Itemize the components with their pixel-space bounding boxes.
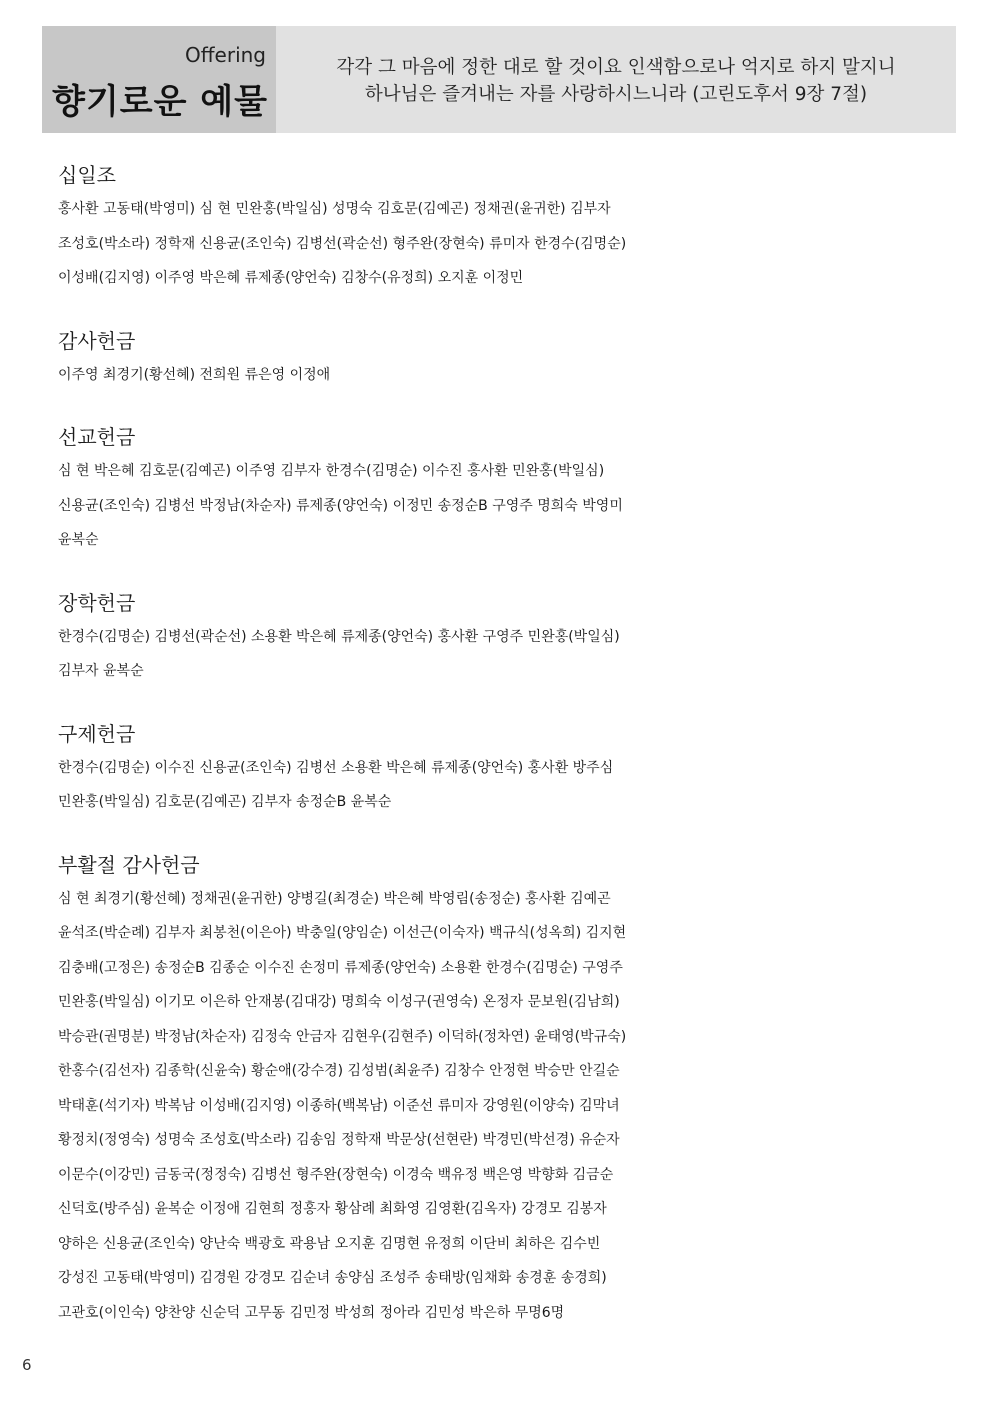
offering-header	[42, 26, 956, 133]
name-line: 이주영 최경기(황선혜) 전희원 류은영 이정애	[58, 366, 331, 383]
section-title: 십일조	[58, 163, 116, 187]
name-line: 윤석조(박순례) 김부자 최봉천(이은아) 박충일(양임순) 이선근(이숙자) 백규식(성옥희) 김지현	[58, 925, 627, 941]
section-mission	[58, 420, 958, 558]
bible-verse-line-1: 각각 그 마음에 정한 대로 할 것이요 인색함으로나 억지로 하지 말지니	[336, 56, 896, 78]
name-line: 한경수(김명순) 이수진 신용균(조인숙) 김병선 소용환 박은혜 류제종(양언숙) 홍사환 방주심	[58, 759, 614, 776]
header-title-ko: 향기로운 예물	[52, 82, 268, 122]
name-line: 한경수(김명순) 김병선(곽순선) 소용환 박은혜 류제종(양언숙) 홍사환 구영주 민완홍(박일심)	[58, 628, 620, 645]
name-line: 조성호(박소라) 정학재 신용균(조인숙) 김병선(곽순선) 형주완(장현숙) 류미자 한경수(김명순)	[58, 235, 627, 252]
name-line: 이문수(이강민) 금동국(정정숙) 김병선 형주완(장현숙) 이경숙 백유정 백은영 박향화 김금순	[58, 1166, 614, 1183]
header-title-box	[42, 26, 276, 133]
name-line: 양하은 신용균(조인숙) 양난숙 백광호 곽용남 오지훈 김명현 유정희 이단비 최하은 김수빈	[58, 1235, 601, 1252]
name-line: 홍사환 고동태(박영미) 심 현 민완홍(박일심) 성명숙 김호문(김예곤) 정채권(윤귀한) 김부자	[58, 201, 611, 217]
name-line: 심 현 박은혜 김호문(김예곤) 이주영 김부자 한경수(김명순) 이수진 홍사환 민완홍(박일심)	[58, 463, 605, 479]
name-line: 김충배(고정은) 송정순B 김종순 이수진 손정미 류제종(양언숙) 소용환 한경수(김명순) 구영주	[58, 959, 623, 976]
section-thanksgiving	[58, 324, 958, 393]
name-line: 김부자 윤복순	[58, 663, 144, 679]
section-tithe	[58, 158, 958, 296]
offering-list	[58, 158, 958, 1358]
section-title: 구제헌금	[58, 721, 136, 746]
section-title: 장학헌금	[58, 590, 136, 615]
section-title: 감사헌금	[58, 328, 136, 353]
bible-verse-line-2: 하나님은 즐겨내는 자를 사랑하시느니라 (고린도후서 9장 7절)	[364, 83, 868, 105]
name-line: 고관호(이인숙) 양찬양 신순덕 고무동 김민정 박성희 정아라 김민성 박은하 무명6명	[58, 1304, 565, 1321]
name-line: 박승관(권명분) 박정남(차순자) 김정숙 안금자 김현우(김현주) 이덕하(정차연) 윤태영(박규숙)	[58, 1028, 627, 1045]
section-title: 부활절 감사헌금	[58, 852, 200, 877]
name-line: 박태훈(석기자) 박복남 이성배(김지영) 이종하(백복남) 이준선 류미자 강영원(이양숙) 김막녀	[58, 1097, 620, 1114]
header-title-en: Offering	[185, 43, 266, 67]
page-number: 6	[22, 1356, 32, 1374]
name-line: 이성배(김지영) 이주영 박은혜 류제종(양언숙) 김창수(유정희) 오지훈 이정민	[58, 270, 524, 286]
name-line: 윤복순	[58, 532, 99, 548]
bible-verse	[276, 26, 956, 133]
name-line: 황정치(정영숙) 성명숙 조성호(박소라) 김송임 정학재 박문상(선현란) 박경민(박선경) 유순자	[58, 1132, 620, 1148]
section-relief	[58, 717, 958, 820]
section-scholarship	[58, 586, 958, 689]
name-line: 신용균(조인숙) 김병선 박정남(차순자) 류제종(양언숙) 이정민 송정순B 구영주 명희숙 박영미	[58, 497, 623, 514]
name-line: 민완홍(박일심) 이기모 이은하 안재봉(김대강) 명희숙 이성구(권영숙) 온정자 문보원(김남희)	[58, 994, 620, 1010]
name-line: 신덕호(방주심) 윤복순 이정애 김현희 정홍자 황삼례 최화영 김영환(김옥자) 강경모 김봉자	[58, 1201, 607, 1217]
name-line: 한홍수(김선자) 김종학(신윤숙) 황순애(강수경) 김성범(최윤주) 김창수 안정현 박승만 안길순	[58, 1063, 620, 1079]
section-title: 선교헌금	[58, 425, 136, 449]
name-line: 민완홍(박일심) 김호문(김예곤) 김부자 송정순B 윤복순	[58, 794, 392, 810]
name-line: 강성진 고동태(박영미) 김경원 강경모 김순녀 송양심 조성주 송태방(임채화 송경훈 송경희)	[58, 1270, 607, 1286]
name-line: 심 현 최경기(황선혜) 정채권(윤귀한) 양병길(최경순) 박은혜 박영림(송정순) 홍사환 김예곤	[58, 890, 611, 907]
section-easter-thanksgiving	[58, 848, 958, 1331]
